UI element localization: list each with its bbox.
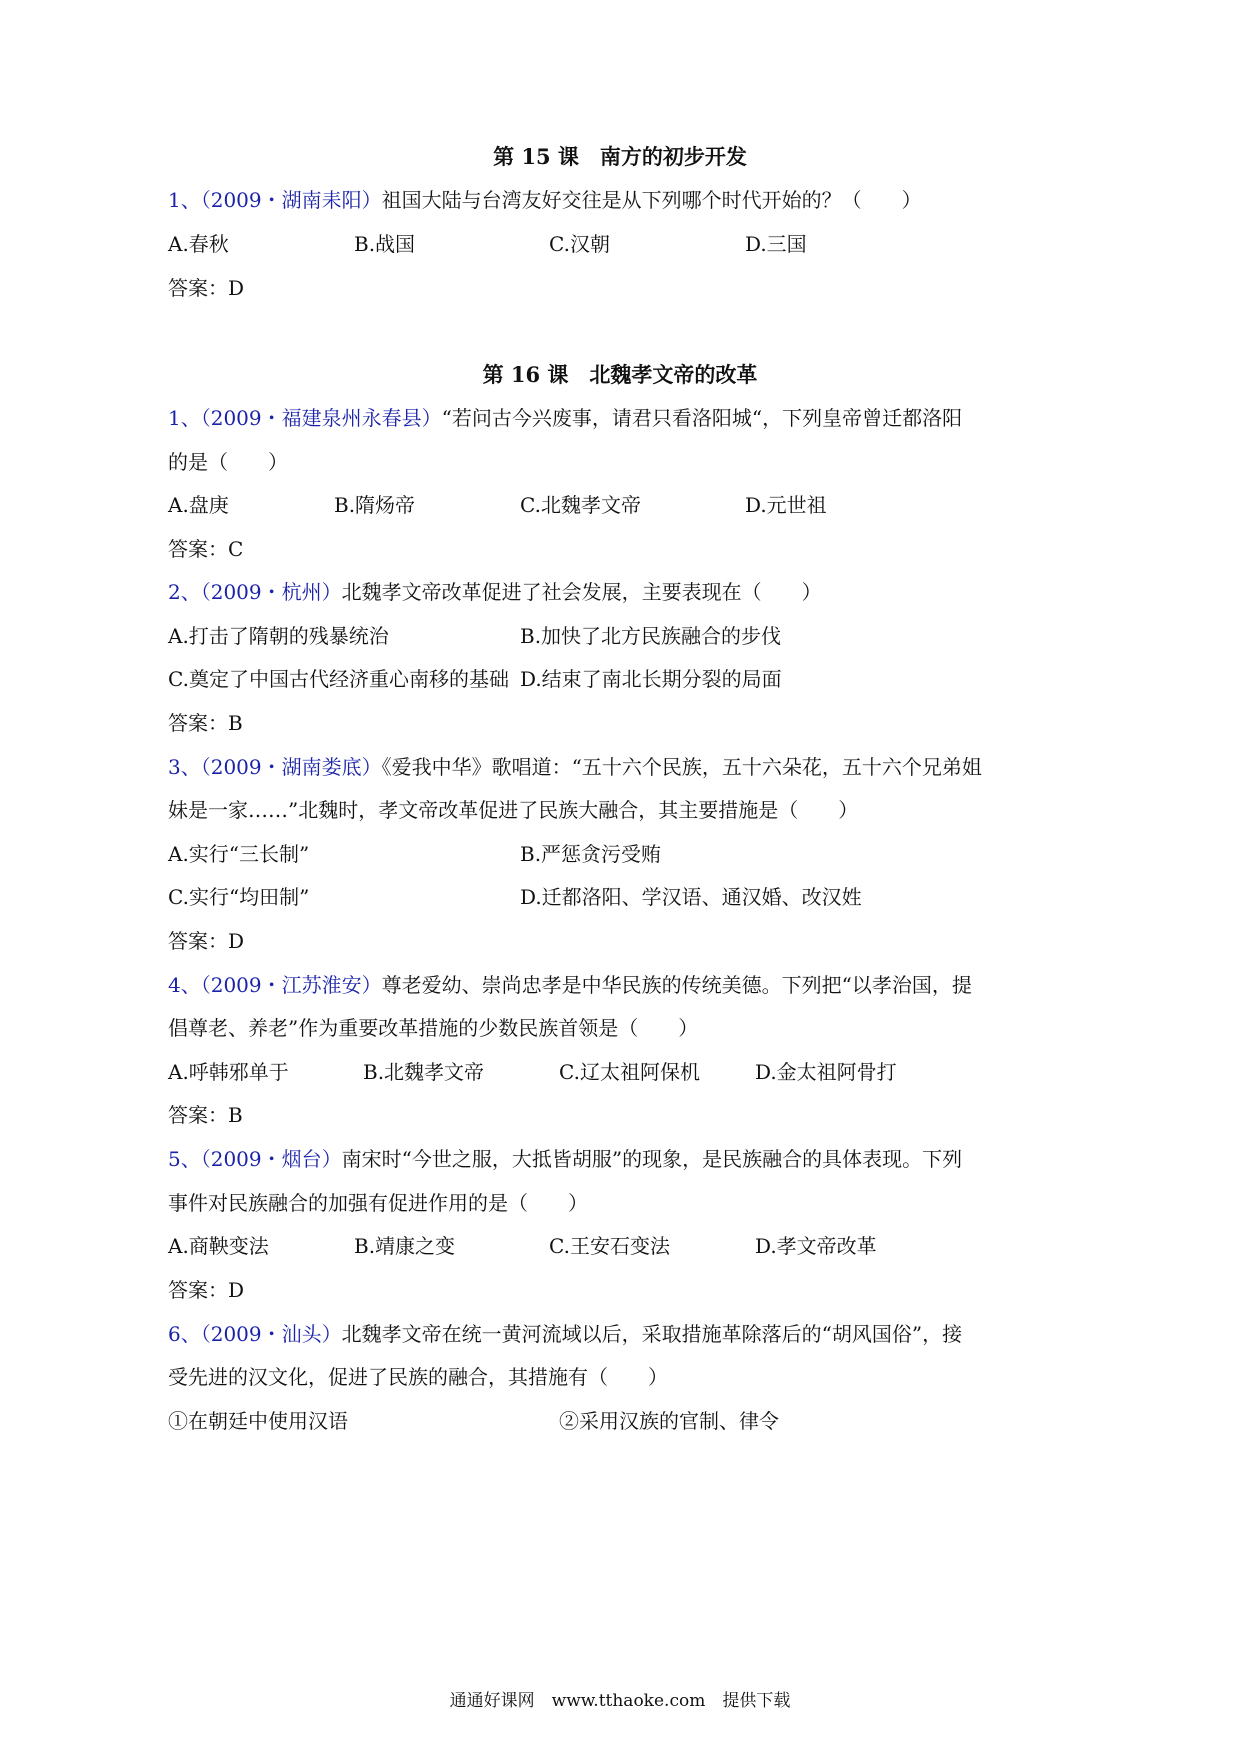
question-number: 4、 [168, 973, 201, 997]
question-source: （2009・汕头） [200, 1322, 342, 1346]
l16-question-5 [168, 1145, 962, 1173]
question-text-continued: 的是（ ） [168, 450, 288, 474]
l16-question-3 [168, 753, 982, 781]
answer: 答案：C [168, 537, 244, 561]
question-text: “若问古今兴废事，请君只看洛阳城“，下列皇帝曾迁都洛阳 [441, 406, 963, 430]
answer: 答案：D [168, 929, 245, 953]
option-c: C.实行“均田制” [168, 885, 310, 909]
option-d: D.迁都洛阳、学汉语、通汉婚、改汉姓 [520, 885, 862, 909]
question-source: （2009・福建泉州永春县） [200, 406, 442, 430]
question-number: 3、 [168, 755, 201, 779]
option-a: A.盘庚 [168, 493, 229, 517]
question-number: 5、 [168, 1147, 201, 1171]
answer: 答案：B [168, 711, 243, 735]
question-text-continued: 受先进的汉文化，促进了民族的融合，其措施有（ ） [168, 1365, 668, 1389]
lesson-16-title: 第 16 课 北魏孝文帝的改革 [482, 362, 758, 387]
question-number: 6、 [168, 1322, 201, 1346]
answer: 答案：D [168, 1278, 245, 1302]
option-c: C.汉朝 [549, 232, 610, 256]
statement-1: ①在朝廷中使用汉语 [168, 1409, 348, 1433]
option-d: D.结束了南北长期分裂的局面 [520, 667, 782, 691]
question-number: 2、 [168, 580, 201, 604]
option-c: C.奠定了中国古代经济重心南移的基础 [168, 667, 509, 691]
question-source: （2009・湖南耒阳） [200, 188, 382, 212]
question-number: 1、 [168, 188, 201, 212]
option-b: B.战国 [354, 232, 416, 256]
option-a: A.打击了隋朝的残暴统治 [168, 624, 389, 648]
option-b: B.靖康之变 [354, 1234, 456, 1258]
option-b: B.北魏孝文帝 [363, 1060, 485, 1084]
question-text: 《爱我中华》歌唱道：“五十六个民族，五十六朵花，五十六个兄弟姐 [381, 755, 982, 779]
option-b: B.加快了北方民族融合的步伐 [520, 624, 782, 648]
option-b: B.严惩贪污受贿 [520, 842, 662, 866]
option-d: D.元世祖 [745, 493, 827, 517]
option-a: A.春秋 [168, 232, 229, 256]
statement-2: ②采用汉族的官制、律令 [559, 1409, 779, 1433]
question-text: 南宋时“今世之服，大抵皆胡服”的现象，是民族融合的具体表现。下列 [341, 1147, 963, 1171]
option-d: D.金太祖阿骨打 [755, 1060, 897, 1084]
question-number: 1、 [168, 406, 201, 430]
l16-question-4 [168, 971, 972, 999]
option-c: C.王安石变法 [549, 1234, 670, 1258]
l16-question-6 [168, 1320, 962, 1348]
question-text: 祖国大陆与台湾友好交往是从下列哪个时代开始的？（ ） [381, 188, 922, 212]
l15-question-1 [168, 186, 922, 214]
question-text: 尊老爱幼、崇尚忠孝是中华民族的传统美德。下列把“以孝治国，提 [381, 973, 972, 997]
option-c: C.辽太祖阿保机 [559, 1060, 700, 1084]
option-a: A.实行“三长制” [168, 842, 310, 866]
lesson-15-title: 第 15 课 南方的初步开发 [493, 144, 747, 169]
option-a: A.商鞅变法 [168, 1234, 269, 1258]
l16-question-1 [168, 404, 962, 432]
option-c: C.北魏孝文帝 [520, 493, 641, 517]
question-text-continued: 妹是一家……”北魏时，孝文帝改革促进了民族大融合，其主要措施是（ ） [168, 798, 859, 822]
question-text: 北魏孝文帝改革促进了社会发展，主要表现在（ ） [341, 580, 822, 604]
question-source: （2009・杭州） [200, 580, 342, 604]
question-source: （2009・湖南娄底） [200, 755, 382, 779]
question-text: 北魏孝文帝在统一黄河流域以后，采取措施革除落后的“胡风国俗”，接 [341, 1322, 963, 1346]
l16-question-2 [168, 578, 822, 606]
option-a: A.呼韩邪单于 [168, 1060, 289, 1084]
option-d: D.孝文帝改革 [755, 1234, 877, 1258]
question-text-continued: 倡尊老、养老”作为重要改革措施的少数民族首领是（ ） [168, 1016, 699, 1040]
question-source: （2009・烟台） [200, 1147, 342, 1171]
answer: 答案：B [168, 1103, 243, 1127]
option-d: D.三国 [745, 232, 807, 256]
question-source: （2009・江苏淮安） [200, 973, 382, 997]
question-text-continued: 事件对民族融合的加强有促进作用的是（ ） [168, 1191, 588, 1215]
option-b: B.隋炀帝 [334, 493, 416, 517]
page-footer: 通通好课网 www.tthaoke.com 提供下载 [449, 1691, 791, 1711]
answer: 答案：D [168, 276, 245, 300]
